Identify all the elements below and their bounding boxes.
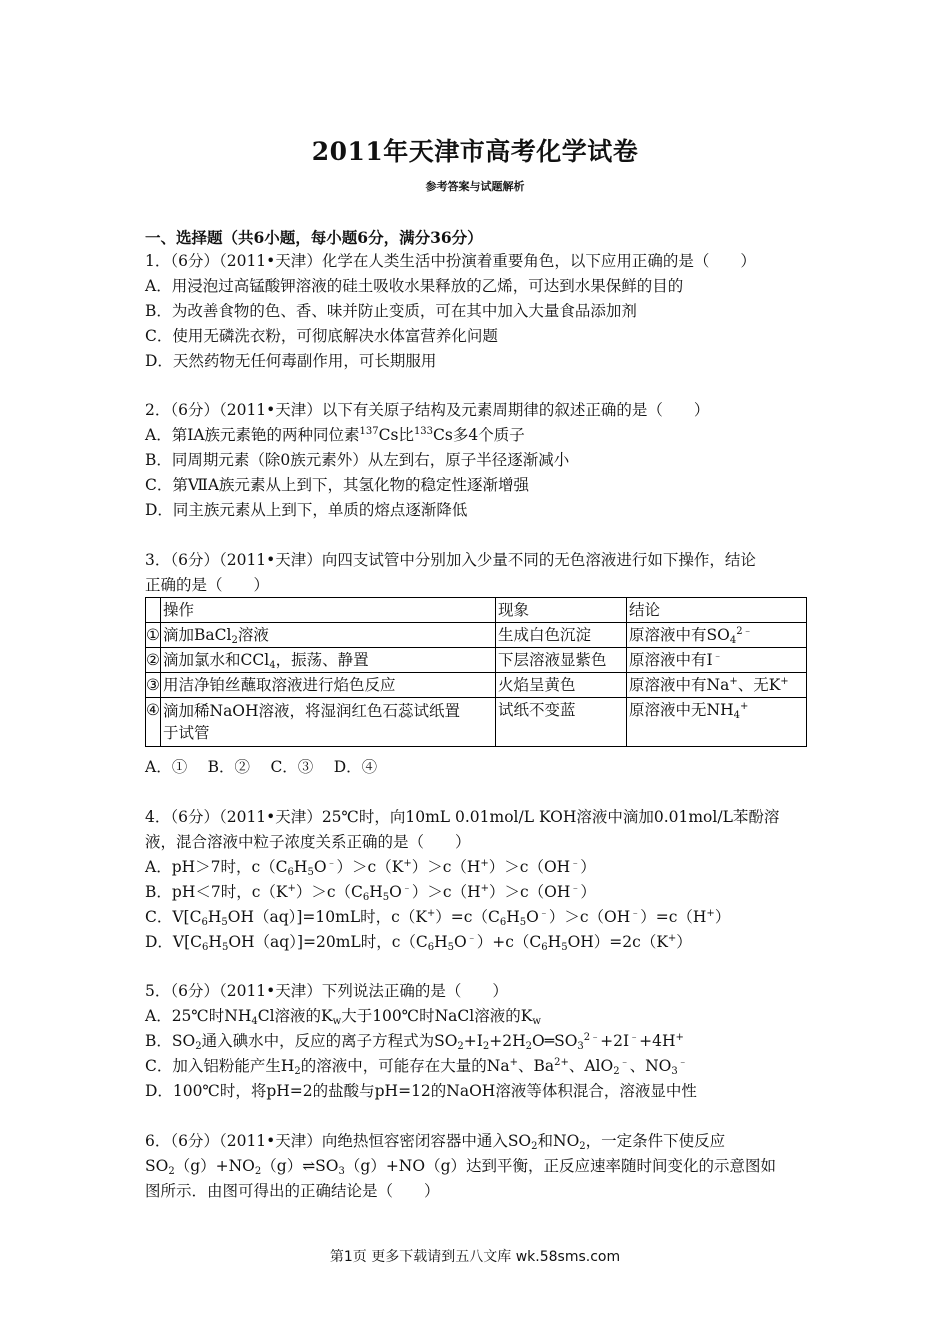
q1-option-a: A．用浸泡过高锰酸钾溶液的硅土吸收水果释放的乙烯，可达到水果保鲜的目的 xyxy=(145,277,684,295)
q5-option-c: C．加入铝粉能产生$H_2$的溶液中，可能存在大量的Na+、$Ba^{2+}$、AlO$_2$﹣、$NO_3^﹣$ xyxy=(145,1057,688,1077)
q5-option-b: B．$SO_2$通入碘水中，反应的离子方程式为$SO_2+I_2+2H_2O═SO_3^{2﹣}+2I^﹣+4H^+$ xyxy=(145,1032,684,1052)
page-footer: 第1页 更多下载请到五八文库 wk.58sms.com xyxy=(329,1249,621,1265)
q3-table xyxy=(145,597,807,747)
q6-stem-line3: 图所示．由图可得出的正确结论是（ ） xyxy=(145,1182,440,1200)
q4-stem-line2: 液，混合溶液中粒子浓度关系正确的是（ ） xyxy=(145,833,471,851)
q4-stem-line1: 4．（6分）（2011•天津）25℃时，向10mL 0.01mol/L KOH溶液中滴加0.01mol/L苯酚溶 xyxy=(145,808,780,826)
q5-stem: 5．（6分）（2011•天津）下列说法正确的是（ ） xyxy=(145,982,508,1000)
header-phenomenon: 现象 xyxy=(496,598,627,623)
table-row: ③ 用洁净铂丝蘸取溶液进行焰色反应 火焰呈黄色 原溶液中有Na+、无K+ xyxy=(146,673,807,698)
page-title: 2011年天津市高考化学试卷 xyxy=(311,137,639,166)
q4-option-b: B．pH＜7时，$c(K^+)>c(C_6H_5O^﹣)>c(H^+)>c(OH^﹣)$ xyxy=(145,883,596,903)
q2-option-c: C．第ⅦA族元素从上到下，其氢化物的稳定性逐渐增强 xyxy=(145,476,530,494)
q3-stem-line2: 正确的是（ ） xyxy=(145,576,270,594)
q1-option-d: D．天然药物无任何毒副作用，可长期服用 xyxy=(145,352,437,370)
table-row: ④ 滴加稀NaOH溶液，将湿润红色石蕊试纸置 于试管 试纸不变蓝 原溶液中无$NH_4^+$ xyxy=(146,698,807,747)
q3-stem-line1: 3．（6分）（2011•天津）向四支试管中分别加入少量不同的无色溶液进行如下操作，结论 xyxy=(145,551,756,569)
section-heading: 一、选择题（共6小题，每小题6分，满分36分） xyxy=(145,228,483,247)
q6-stem-line1: 6．（6分）（2011•天津）向绝热恒容密闭容器中通入$SO_2$和$NO_2$，一定条件下使反应 xyxy=(145,1132,726,1152)
header-conclusion: 结论 xyxy=(627,598,807,623)
table-row: ② 滴加氯水和CCl$_4$，振荡、静置 下层溶液显紫色 原溶液中有I﹣ xyxy=(146,648,807,673)
q4-option-a: A．pH＞7时，$c(C_6H_5O^﹣)>c(K^+)>c(H^+)>c(OH^﹣)$ xyxy=(145,858,596,878)
table-header-row xyxy=(146,598,807,623)
q2-option-d: D．同主族元素从上到下，单质的熔点逐渐降低 xyxy=(145,501,468,519)
q6-stem-line2: $SO_2(g)+NO_2(g)\rightleftharpoons SO_3(g)+NO(g)$达到平衡，正反应速率随时间变化的示意图如 xyxy=(145,1157,776,1177)
page-subtitle: 参考答案与试题解析 xyxy=(425,180,525,193)
q1-option-b: B．为改善食物的色、香、味并防止变质，可在其中加入大量食品添加剂 xyxy=(145,302,637,320)
q2-option-a: A．第IA族元素铯的两种同位素$^{137}$Cs比$^{133}$Cs多4个质子 xyxy=(145,426,525,444)
q1-option-c: C．使用无磷洗衣粉，可彻底解决水体富营养化问题 xyxy=(145,327,498,345)
q1-stem: 1．（6分）（2011•天津）化学在人类生活中扮演着重要角色，以下应用正确的是（ ） xyxy=(145,252,756,270)
q4-option-d: D．$V[C_6H_5OH(aq)]=20mL$时，$c(C_6H_5O^﹣)+c(C_6H_5OH)=2c(K^+)$ xyxy=(145,933,692,953)
q5-option-a: A．25℃时$NH_4Cl$溶液的$K_w$大于100℃时NaCl溶液的$K_w$ xyxy=(145,1007,541,1027)
q3-options: A．① B．② C．③ D．④ xyxy=(145,758,378,776)
table-row: ① 滴加BaCl$_2$溶液 生成白色沉淀 原溶液中有$SO_4^{2﹣}$ xyxy=(146,623,807,648)
q2-stem: 2．（6分）（2011•天津）以下有关原子结构及元素周期律的叙述正确的是（ ） xyxy=(145,401,710,419)
q2-option-b: B．同周期元素（除0族元素外）从左到右，原子半径逐渐减小 xyxy=(145,451,570,469)
header-operation: 操作 xyxy=(161,598,496,623)
q5-option-d: D．100℃时，将pH=2的盐酸与pH=12的NaOH溶液等体积混合，溶液显中性 xyxy=(145,1082,697,1100)
q4-option-c: C．$V[C_6H_5OH(aq)]=10mL$时，$c(K^+)=c(C_6H_5O^﹣)>c(OH^﹣)=c(H^+)$ xyxy=(145,908,731,928)
